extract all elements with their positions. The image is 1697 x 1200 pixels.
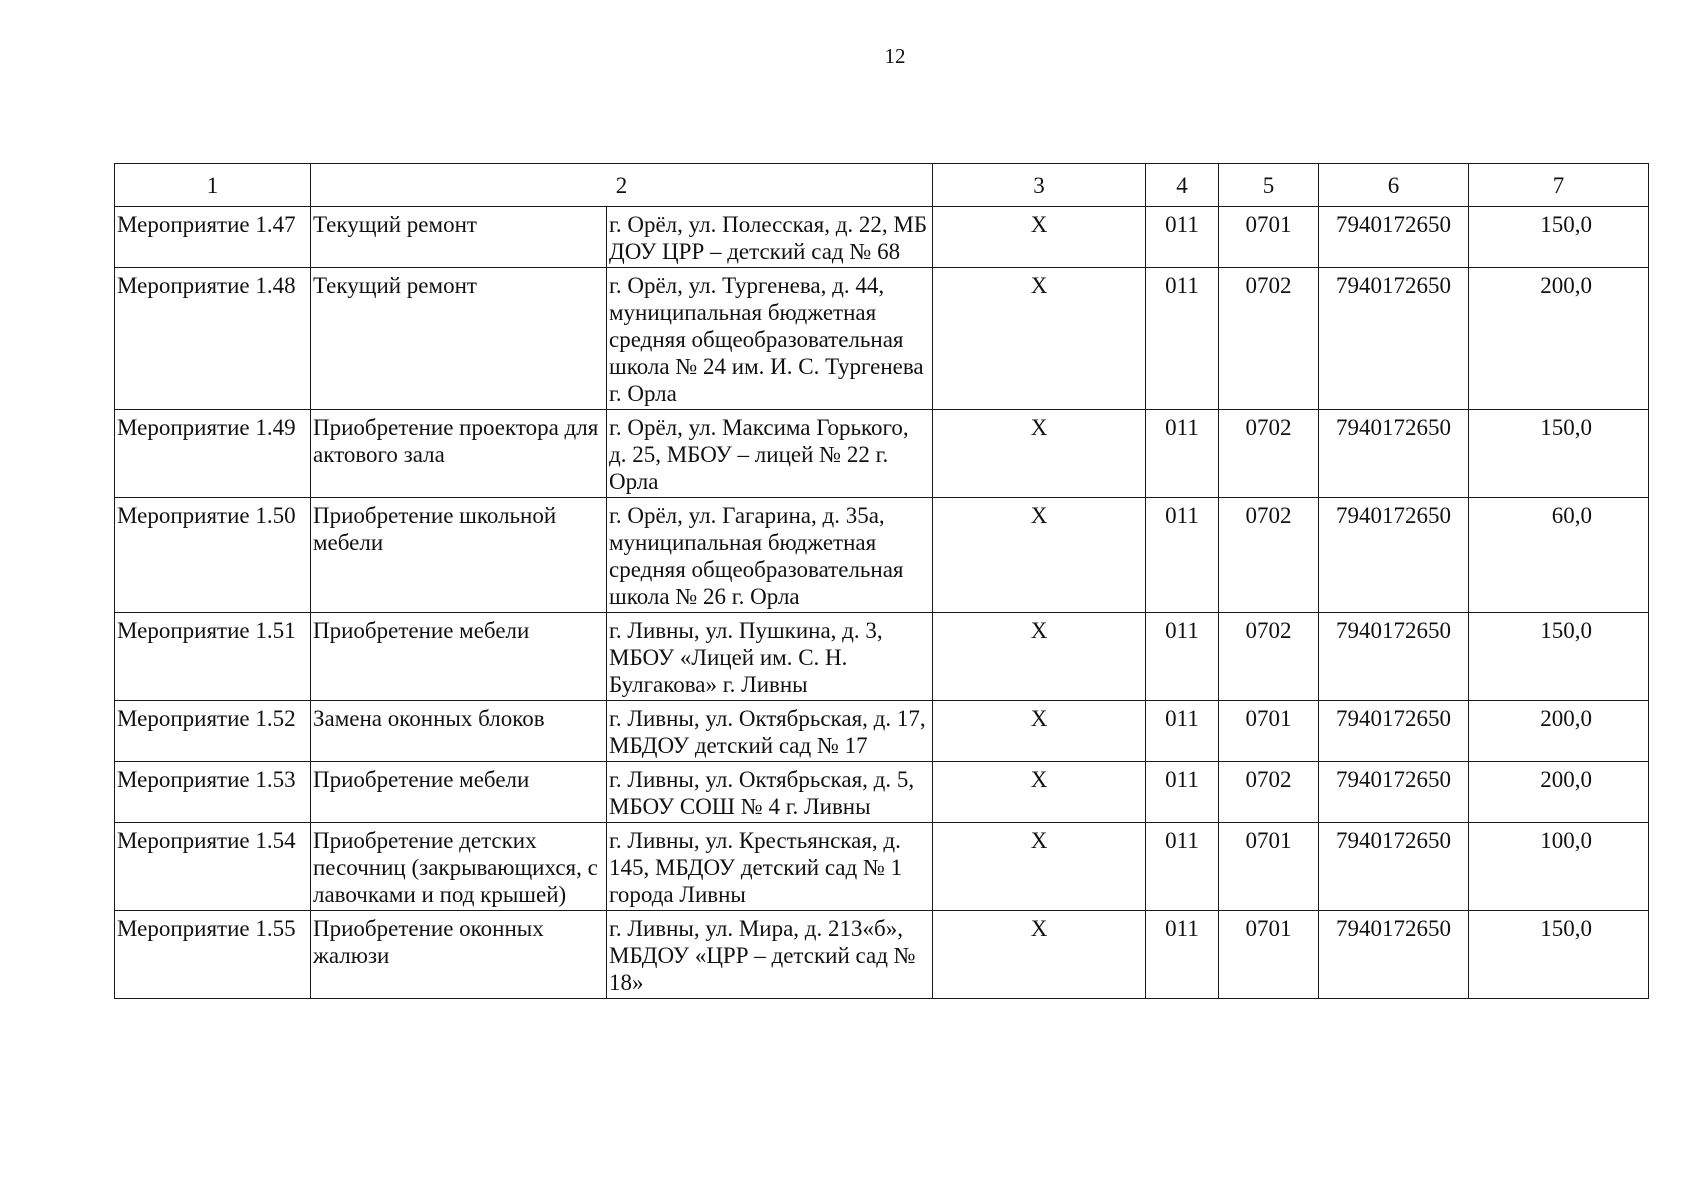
header-cell: 1	[115, 164, 311, 207]
page-number: 12	[884, 44, 906, 68]
measure-name-cell: Замена оконных блоков	[311, 701, 607, 762]
amount-cell: 150,0	[1469, 911, 1649, 999]
table-row	[115, 911, 1649, 999]
amount-cell: 150,0	[1469, 207, 1649, 268]
amount-cell: 200,0	[1469, 762, 1649, 823]
mark-cell: X	[933, 823, 1146, 911]
measure-name-cell: Приобретение школьной мебели	[311, 498, 607, 613]
section-cell: 0702	[1219, 498, 1319, 613]
measure-name-cell: Приобретение оконных жалюзи	[311, 911, 607, 999]
measure-name-cell: Текущий ремонт	[311, 268, 607, 410]
amount-cell: 150,0	[1469, 613, 1649, 701]
target-article-cell: 7940172650	[1319, 498, 1469, 613]
measure-name-cell: Приобретение детских песочниц (закрывающихся, с лавочками и под крышей)	[311, 823, 607, 911]
measure-id-cell: Мероприятие 1.52	[115, 701, 311, 762]
code-cell: 011	[1146, 701, 1219, 762]
mark-cell: X	[933, 268, 1146, 410]
target-article-cell: 7940172650	[1319, 207, 1469, 268]
amount-cell: 200,0	[1469, 701, 1649, 762]
measure-id-cell: Мероприятие 1.50	[115, 498, 311, 613]
measure-id-cell: Мероприятие 1.55	[115, 911, 311, 999]
measure-address-cell: г. Орёл, ул. Полесская, д. 22, МБ ДОУ ЦРР – детский сад № 68	[607, 207, 933, 268]
table-row	[115, 701, 1649, 762]
mark-cell: X	[933, 498, 1146, 613]
target-article-cell: 7940172650	[1319, 762, 1469, 823]
header-cell: 5	[1219, 164, 1319, 207]
header-cell: 2	[311, 164, 933, 207]
section-cell: 0702	[1219, 410, 1319, 498]
measure-id-cell: Мероприятие 1.48	[115, 268, 311, 410]
code-cell: 011	[1146, 410, 1219, 498]
table-row	[115, 823, 1649, 911]
measure-address-cell: г. Ливны, ул. Крестьянская, д. 145, МБДОУ детский сад № 1 города Ливны	[607, 823, 933, 911]
measure-address-cell: г. Ливны, ул. Пушкина, д. 3, МБОУ «Лицей им. С. Н. Булгакова» г. Ливны	[607, 613, 933, 701]
code-cell: 011	[1146, 823, 1219, 911]
table-row	[115, 498, 1649, 613]
target-article-cell: 7940172650	[1319, 410, 1469, 498]
amount-cell: 60,0	[1469, 498, 1649, 613]
section-cell: 0701	[1219, 207, 1319, 268]
target-article-cell: 7940172650	[1319, 613, 1469, 701]
measure-address-cell: г. Орёл, ул. Максима Горького, д. 25, МБОУ – лицей № 22 г. Орла	[607, 410, 933, 498]
section-cell: 0702	[1219, 268, 1319, 410]
mark-cell: X	[933, 762, 1146, 823]
measure-address-cell: г. Орёл, ул. Гагарина, д. 35а, муниципальная бюджетная средняя общеобразовательная школа № 26 г. Орла	[607, 498, 933, 613]
amount-cell: 150,0	[1469, 410, 1649, 498]
table-row	[115, 410, 1649, 498]
code-cell: 011	[1146, 207, 1219, 268]
measure-id-cell: Мероприятие 1.47	[115, 207, 311, 268]
header-cell: 4	[1146, 164, 1219, 207]
measure-address-cell: г. Ливны, ул. Мира, д. 213«б», МБДОУ «ЦРР – детский сад № 18»	[607, 911, 933, 999]
table-row	[115, 762, 1649, 823]
target-article-cell: 7940172650	[1319, 268, 1469, 410]
header-cell: 7	[1469, 164, 1649, 207]
measure-address-cell: г. Орёл, ул. Тургенева, д. 44, муниципальная бюджетная средняя общеобразовательная школа № 24 им. И. С. Тургенева г. Орла	[607, 268, 933, 410]
amount-cell: 100,0	[1469, 823, 1649, 911]
measure-name-cell: Текущий ремонт	[311, 207, 607, 268]
header-cell: 6	[1319, 164, 1469, 207]
measure-name-cell: Приобретение мебели	[311, 762, 607, 823]
measure-id-cell: Мероприятие 1.54	[115, 823, 311, 911]
section-cell: 0701	[1219, 823, 1319, 911]
section-cell: 0702	[1219, 762, 1319, 823]
mark-cell: X	[933, 410, 1146, 498]
amount-cell: 200,0	[1469, 268, 1649, 410]
measure-id-cell: Мероприятие 1.53	[115, 762, 311, 823]
code-cell: 011	[1146, 268, 1219, 410]
header-cell: 3	[933, 164, 1146, 207]
table-row	[115, 207, 1649, 268]
mark-cell: X	[933, 701, 1146, 762]
code-cell: 011	[1146, 613, 1219, 701]
target-article-cell: 7940172650	[1319, 701, 1469, 762]
target-article-cell: 7940172650	[1319, 823, 1469, 911]
mark-cell: X	[933, 207, 1146, 268]
table-row	[115, 613, 1649, 701]
measure-name-cell: Приобретение проектора для актового зала	[311, 410, 607, 498]
target-article-cell: 7940172650	[1319, 911, 1469, 999]
section-cell: 0701	[1219, 701, 1319, 762]
measure-address-cell: г. Ливны, ул. Октябрьская, д. 17, МБДОУ детский сад № 17	[607, 701, 933, 762]
table-row	[115, 268, 1649, 410]
section-cell: 0702	[1219, 613, 1319, 701]
code-cell: 011	[1146, 911, 1219, 999]
mark-cell: X	[933, 613, 1146, 701]
code-cell: 011	[1146, 498, 1219, 613]
measure-id-cell: Мероприятие 1.49	[115, 410, 311, 498]
section-cell: 0701	[1219, 911, 1319, 999]
measure-address-cell: г. Ливны, ул. Октябрьская, д. 5, МБОУ СОШ № 4 г. Ливны	[607, 762, 933, 823]
measure-name-cell: Приобретение мебели	[311, 613, 607, 701]
code-cell: 011	[1146, 762, 1219, 823]
measures-table	[114, 163, 1649, 999]
mark-cell: X	[933, 911, 1146, 999]
measure-id-cell: Мероприятие 1.51	[115, 613, 311, 701]
table-header-row	[115, 164, 1649, 207]
